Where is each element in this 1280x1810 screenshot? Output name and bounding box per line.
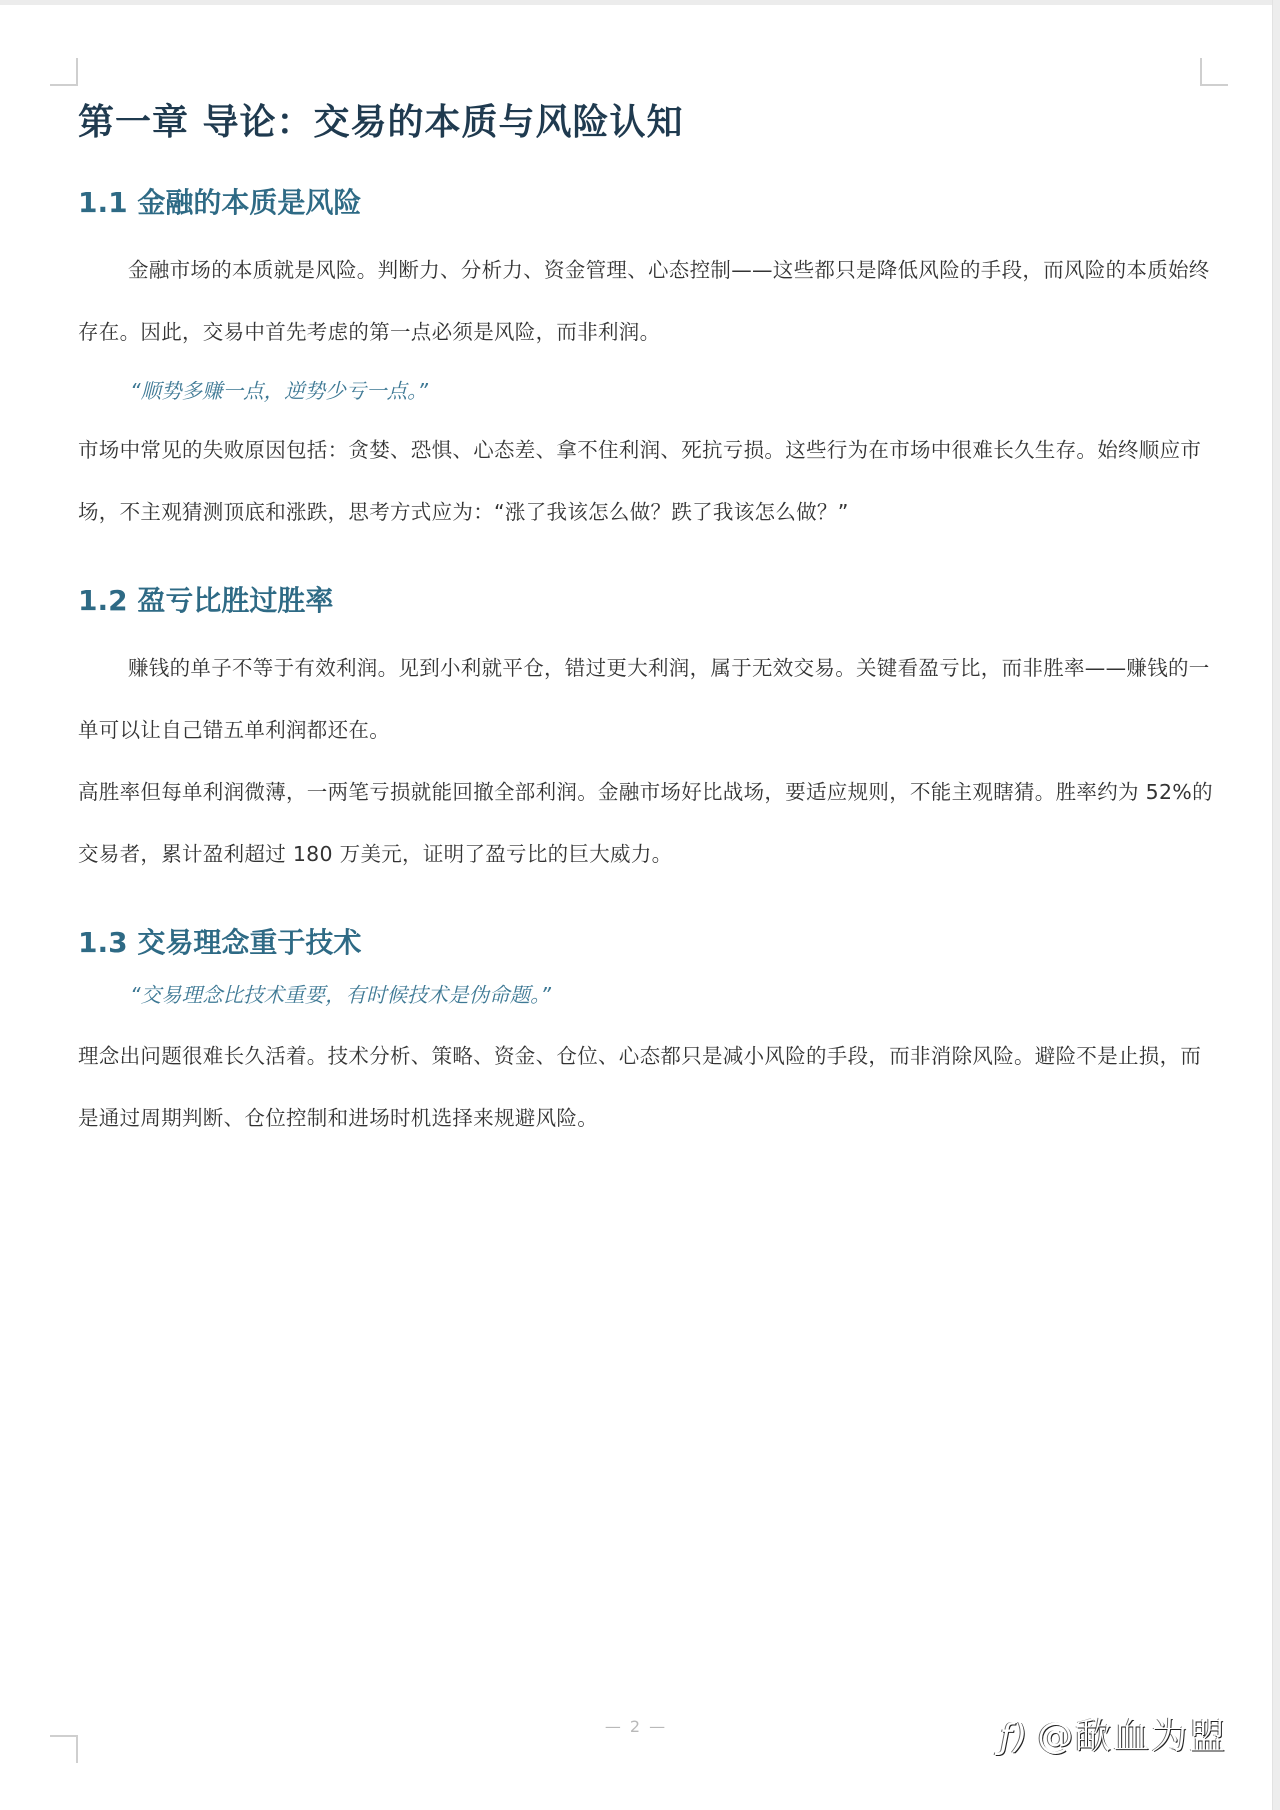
section-title-1-1: 1.1 金融的本质是风险 <box>78 186 362 219</box>
page-number: — 2 — <box>604 1717 668 1736</box>
crop-mark-top-right <box>1200 58 1228 86</box>
section-1-1-quote: “顺势多赚一点，逆势少亏一点。” <box>130 379 428 403</box>
section-title-1-3: 1.3 交易理念重于技术 <box>78 926 362 959</box>
weibo-logo-icon: ƒ) <box>1000 1717 1030 1757</box>
watermark-text: @歃血为盟 <box>1037 1716 1228 1757</box>
section-1-2-paragraph-1: 赚钱的单子不等于有效利润。见到小利就平仓，错过更大利润，属于无效交易。关键看盈亏比，而非胜率——赚钱的一单可以让自己错五单利润都还在。 <box>78 656 1210 742</box>
page-content <box>78 95 1218 1149</box>
section-1-1-paragraph-1: 金融市场的本质就是风险。判断力、分析力、资金管理、心态控制——这些都只是降低风险的手段，而风险的本质始终存在。因此，交易中首先考虑的第一点必须是风险，而非利润。 <box>78 258 1210 344</box>
crop-mark-bottom-left <box>50 1735 78 1763</box>
section-1-3-paragraph-1: 理念出问题很难长久活着。技术分析、策略、资金、仓位、心态都只是减小风险的手段，而非消除风险。避险不是止损，而是通过周期判断、仓位控制和进场时机选择来规避风险。 <box>78 1044 1202 1130</box>
section-1-3-quote: “交易理念比技术重要，有时候技术是伪命题。” <box>130 983 551 1007</box>
chapter-title: 第一章 导论：交易的本质与风险认知 <box>78 102 684 143</box>
viewer-scrollbar-edge[interactable] <box>1272 0 1280 1810</box>
section-title-1-2: 1.2 盈亏比胜过胜率 <box>78 584 334 617</box>
section-1-2-paragraph-2: 高胜率但每单利润微薄，一两笔亏损就能回撤全部利润。金融市场好比战场，要适应规则，不能主观瞎猜。胜率约为 52%的交易者，累计盈利超过 180 万美元，证明了盈亏比的巨大威力。 <box>78 780 1213 866</box>
section-1-1-paragraph-2: 市场中常见的失败原因包括：贪婪、恐惧、心态差、拿不住利润、死抗亏损。这些行为在市场中很难长久生存。始终顺应市场，不主观猜测顶底和涨跌，思考方式应为：“涨了我该怎么做？跌了我该怎么做？” <box>78 438 1202 524</box>
document-page <box>0 5 1272 1810</box>
watermark <box>1000 1708 1227 1759</box>
crop-mark-top-left <box>50 58 78 86</box>
